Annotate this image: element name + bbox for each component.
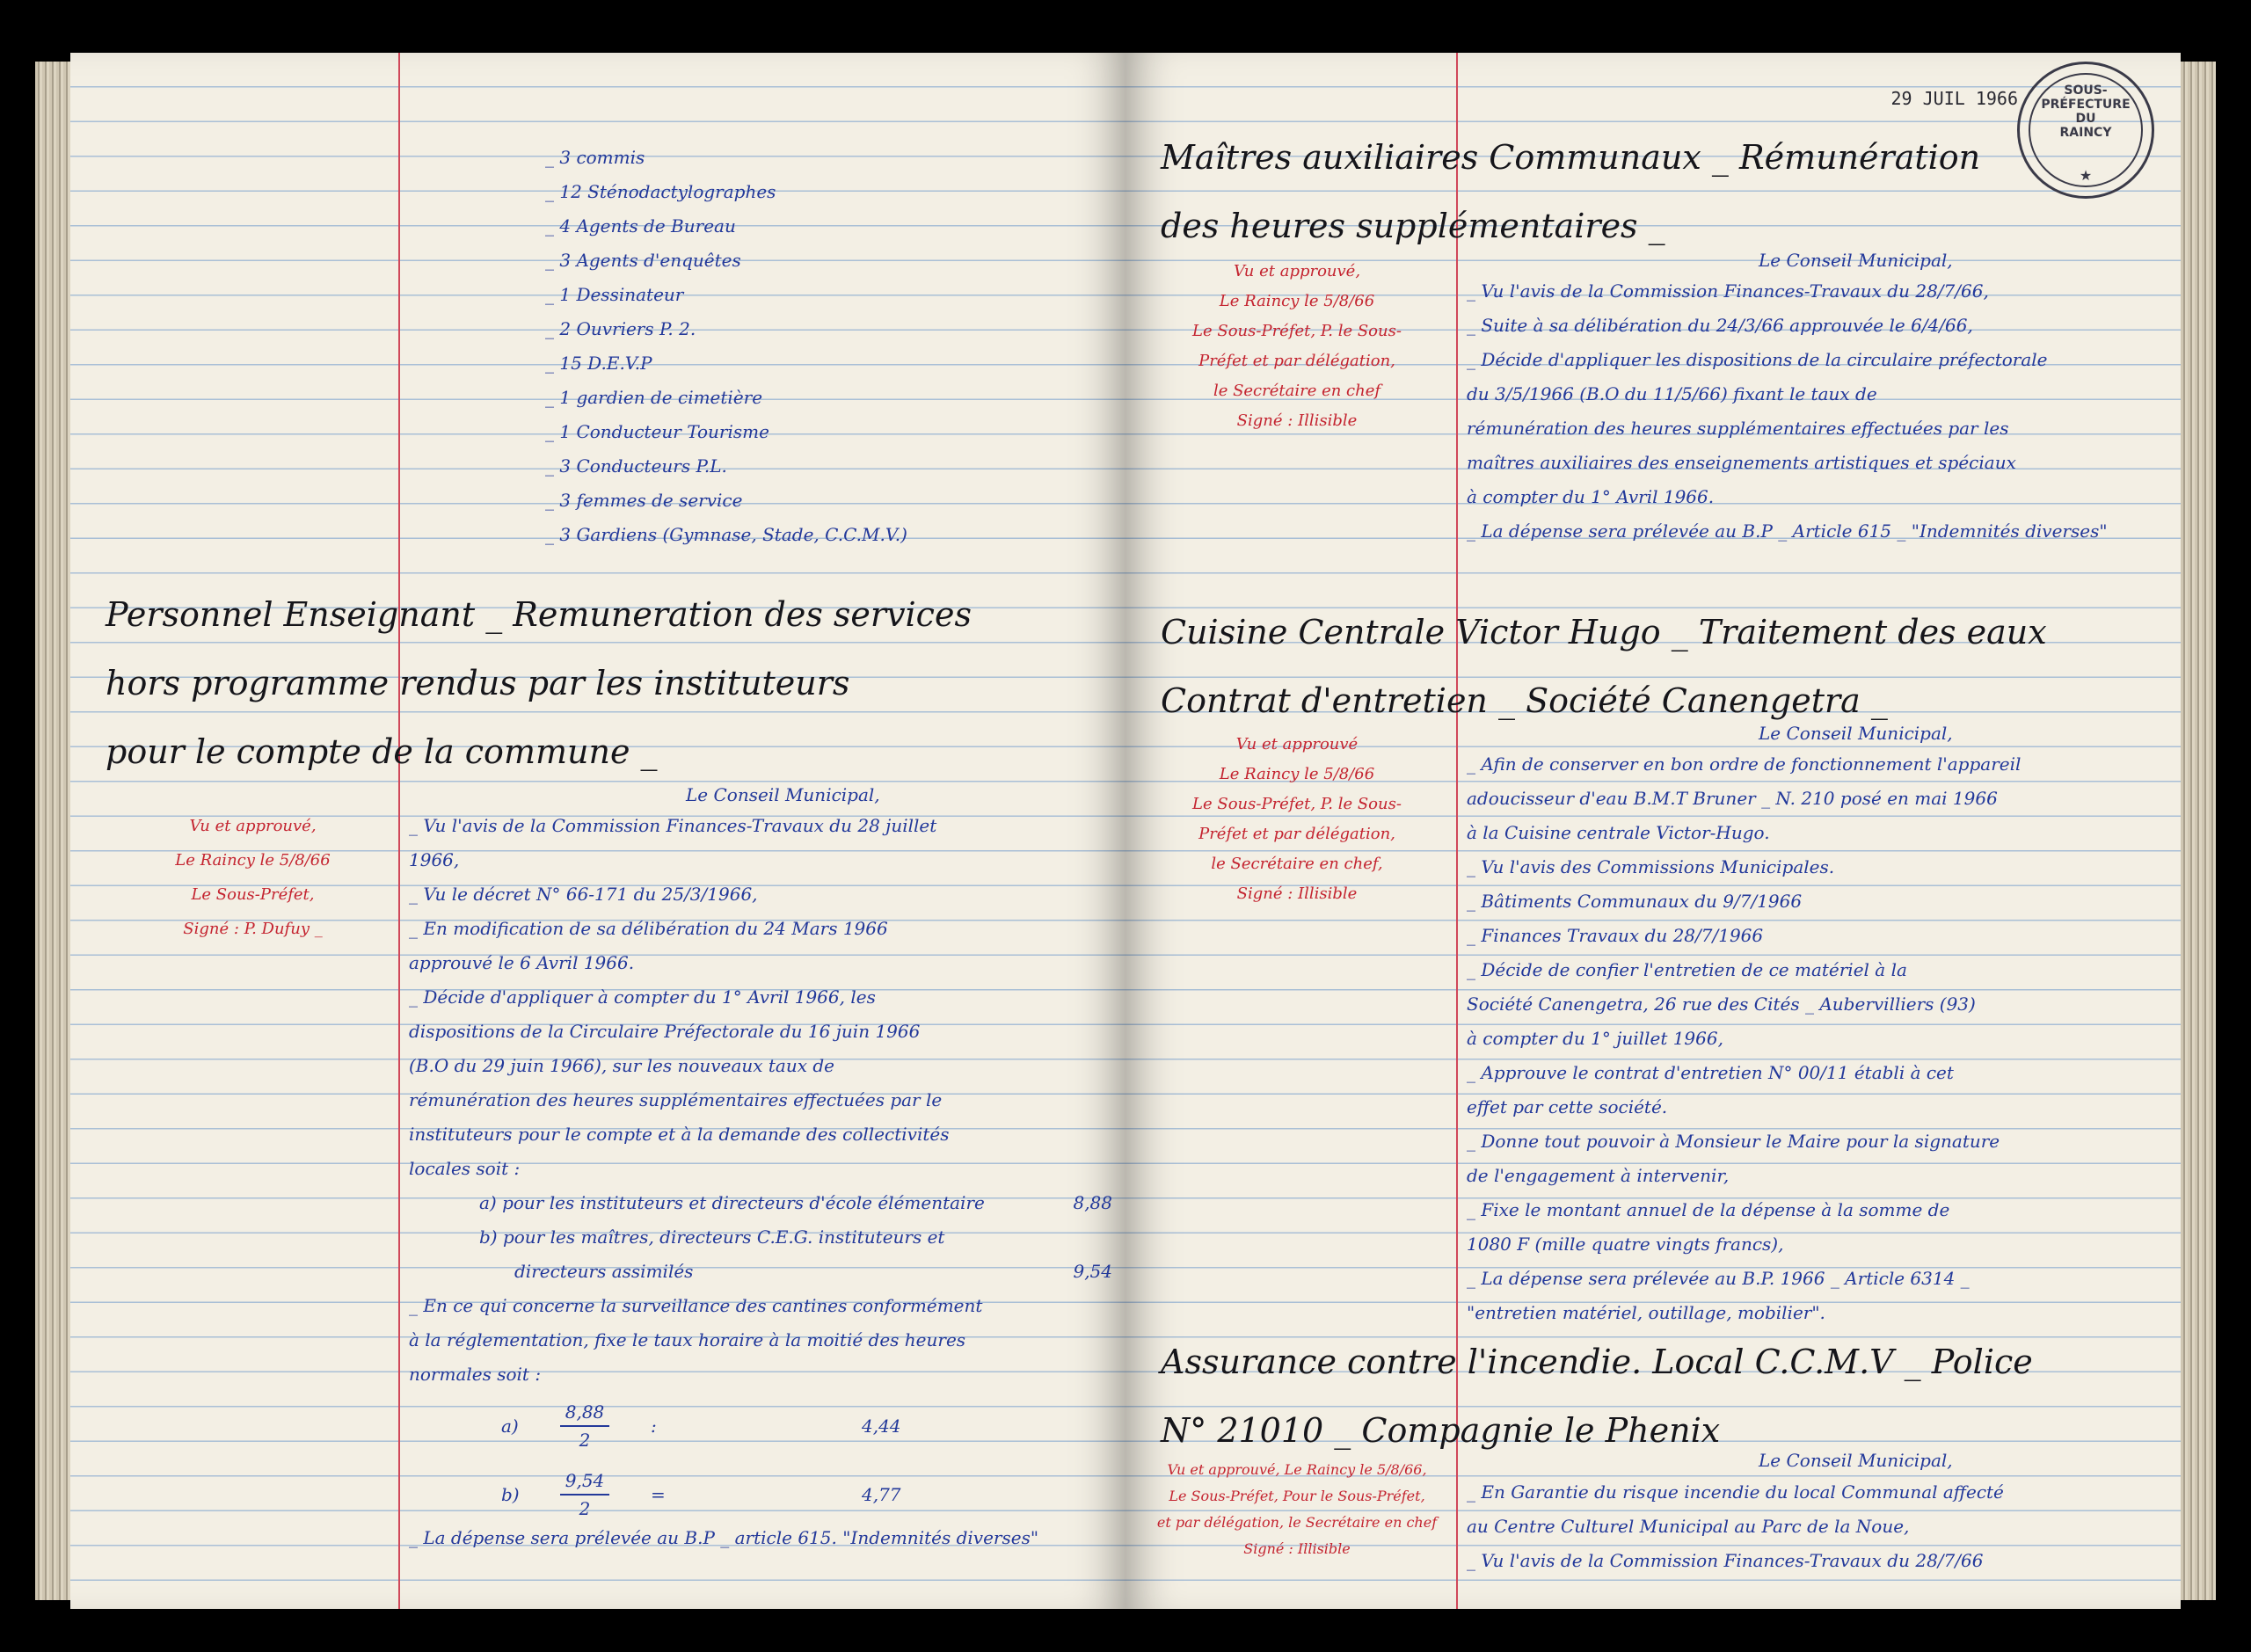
council-heading: Le Conseil Municipal, [1759, 250, 1953, 271]
rates-list [479, 1186, 1112, 1289]
text-line: normales soit : [409, 1364, 542, 1385]
text-line: _ Décide d'appliquer les dispositions de la circulaire préfectorale [1467, 349, 2048, 370]
text-line: _ Fixe le montant annuel de la dépense à la somme de [1467, 1199, 1950, 1220]
text-line: 1080 F (mille quatre vingts francs), [1467, 1234, 1784, 1255]
text-line: _ Finances Travaux du 28/7/1966 [1467, 925, 1764, 946]
text-line: (B.O du 29 juin 1966), sur les nouveaux taux de [409, 1055, 835, 1076]
text-line: Signé : P. Dufuy _ [183, 920, 323, 938]
text-line: _ Vu l'avis de la Commission Finances-Travaux du 28/7/66 [1467, 1550, 1984, 1571]
text-line: _ Vu le décret N° 66-171 du 25/3/1966, [409, 884, 758, 905]
margin-line [398, 53, 400, 1609]
text-line: _ La dépense sera prélevée au B.P _ Article 615 _ "Indemnités diverses" [1467, 520, 2108, 542]
text-line: "entretien matériel, outillage, mobilier". [1467, 1302, 1825, 1323]
text-line: _ 1 gardien de cimetière [545, 387, 763, 408]
text-line: Préfet et par délégation, [1198, 825, 1395, 843]
text-line: _ 3 femmes de service [545, 490, 743, 511]
text-line: le Secrétaire en chef, [1211, 855, 1383, 873]
text-line: Signé : Illisible [1236, 884, 1358, 903]
rate-label: a) pour les instituteurs et directeurs d'école élémentaire [479, 1192, 985, 1213]
council-heading: Le Conseil Municipal, [686, 784, 880, 805]
rate-row [479, 1220, 1112, 1255]
calc-numerator: 8,88 [560, 1399, 610, 1427]
text-line: de l'engagement à intervenir, [1467, 1165, 1730, 1186]
council-heading: Le Conseil Municipal, [1759, 1450, 1953, 1471]
section-title [106, 580, 1117, 786]
calc-result: 4,44 [862, 1415, 901, 1437]
section-title-line: Maîtres auxiliaires Communaux _ Rémunération [1161, 138, 1981, 177]
section-title-line: Contrat d'entretien _ Société Canengetra _ [1161, 681, 1888, 720]
approval-note [114, 809, 391, 946]
text-line: Vu et approuvé [1235, 735, 1359, 753]
text-line: à la réglementation, fixe le taux horaire à la moitié des heures [409, 1329, 966, 1350]
book-page-edges-right [2181, 62, 2216, 1600]
text-line: _ Décide de confier l'entretien de ce matériel à la [1467, 959, 1907, 980]
calc-numerator: 9,54 [560, 1467, 610, 1496]
date-stamp: 29 JUIL 1966 [1890, 88, 2018, 109]
text-line: _ Vu l'avis des Commissions Municipales. [1467, 856, 1835, 877]
right-page [1126, 53, 2181, 1609]
rate-value: 9,54 [1073, 1261, 1112, 1282]
text-line: Vu et approuvé, [1233, 262, 1361, 280]
text-line: _ 3 Gardiens (Gymnase, Stade, C.C.M.V.) [545, 524, 907, 545]
text-line: _ Donne tout pouvoir à Monsieur le Maire pour la signature [1467, 1131, 2000, 1152]
text-line: _ 12 Sténodactylographes [545, 181, 776, 202]
calc-row [501, 1460, 958, 1529]
section-title-line: pour le compte de la commune _ [106, 732, 658, 771]
text-line: effet par cette société. [1467, 1096, 1668, 1117]
text-line: Le Sous-Préfet, P. le Sous- [1192, 322, 1402, 340]
left-page [70, 53, 1126, 1609]
text-line: Le Raincy le 5/8/66 [175, 851, 331, 870]
council-heading: Le Conseil Municipal, [1759, 723, 1953, 744]
text-line: adoucisseur d'eau B.M.T Bruner _ N. 210 posé en mai 1966 [1467, 788, 1998, 809]
text-line: Le Sous-Préfet, [191, 885, 315, 904]
text-line: _ Suite à sa délibération du 24/3/66 approuvée le 6/4/66, [1467, 315, 1973, 336]
calc-equals: = [651, 1483, 666, 1505]
section-title-line: Cuisine Centrale Victor Hugo _ Traitement des eaux [1161, 613, 2047, 651]
text-line: Signé : Illisible [1236, 411, 1358, 430]
open-register-book [35, 35, 2216, 1618]
approval-note [1143, 257, 1451, 436]
text-line: et par délégation, le Secrétaire en chef [1156, 1514, 1438, 1531]
star-icon: ★ [2079, 167, 2093, 184]
section-title-line: des heures supplémentaires _ [1161, 207, 1665, 245]
text-line: à compter du 1° juillet 1966, [1467, 1028, 1723, 1049]
text-line: _ 2 Ouvriers P. 2. [545, 318, 696, 339]
book-page-edges-left [35, 62, 70, 1600]
calc-fraction [545, 1399, 624, 1453]
text-line: à compter du 1° Avril 1966. [1467, 486, 1715, 507]
deliberation-body [1467, 274, 2170, 549]
text-line: _ 3 commis [545, 147, 645, 168]
rate-label: b) pour les maîtres, directeurs C.E.G. instituteurs et [479, 1226, 945, 1248]
text-line: Société Canengetra, 26 rue des Cités _ Aubervilliers (93) [1467, 993, 1976, 1015]
section-title [1161, 1328, 2172, 1465]
text-line: rémunération des heures supplémentaires effectuées par les [1467, 418, 2009, 439]
calc-result: 4,77 [862, 1483, 901, 1505]
deliberation-body-cantines [409, 1289, 1112, 1392]
text-line: _ La dépense sera prélevée au B.P. 1966 _ Article 6314 _ [1467, 1268, 1970, 1289]
text-line: _ Approuve le contrat d'entretien N° 00/11 établi à cet [1467, 1062, 1954, 1083]
text-line: _ Bâtiments Communaux du 9/7/1966 [1467, 891, 1803, 912]
calc-denominator: 2 [579, 1498, 591, 1519]
text-line: Le Raincy le 5/8/66 [1219, 765, 1375, 783]
calc-equals: : [651, 1415, 657, 1437]
approval-note [1143, 730, 1451, 909]
deliberation-body [409, 809, 1112, 1186]
calc-label: a) [501, 1415, 519, 1437]
section-title-line: N° 21010 _ Compagnie le Phenix [1161, 1411, 1721, 1450]
text-line: _ 15 D.E.V.P [545, 353, 652, 374]
rate-row [479, 1255, 1112, 1289]
calc-label: b) [501, 1483, 520, 1505]
text-line: maîtres auxiliaires des enseignements artistiques et spéciaux [1467, 452, 2016, 473]
text-line: 1966, [409, 849, 460, 870]
deliberation-body [1467, 747, 2170, 1330]
calc-row [501, 1392, 958, 1460]
text-line: Le Raincy le 5/8/66 [1219, 292, 1375, 310]
approval-note [1130, 1457, 1464, 1562]
text-line: _ 1 Conducteur Tourisme [545, 421, 769, 442]
text-line: _ Décide d'appliquer à compter du 1° Avril 1966, les [409, 986, 876, 1008]
text-line: Signé : Illisible [1243, 1540, 1351, 1557]
section-title [1161, 123, 2040, 260]
seal-text: SOUS-PRÉFECTURE DU RAINCY [2041, 84, 2131, 140]
text-line: _ 1 Dessinateur [545, 284, 684, 305]
text-line: locales soit : [409, 1158, 521, 1179]
section-title-line: Personnel Enseignant _ Remuneration des services [106, 595, 972, 634]
text-line: rémunération des heures supplémentaires effectuées par le [409, 1089, 943, 1110]
section-title [1161, 598, 2172, 735]
rate-label: directeurs assimilés [514, 1261, 694, 1282]
text-line: _ En ce qui concerne la surveillance des cantines conformément [409, 1295, 983, 1316]
closing-line: _ La dépense sera prélevée au B.P _ article 615. "Indemnités diverses" [409, 1527, 1039, 1548]
text-line: _ En modification de sa délibération du 24 Mars 1966 [409, 918, 888, 939]
calculation-block [501, 1392, 958, 1529]
text-line: approuvé le 6 Avril 1966. [409, 952, 635, 973]
section-title-line: Assurance contre l'incendie. Local C.C.M.V _ Police [1161, 1343, 2033, 1381]
text-line: le Secrétaire en chef [1213, 382, 1381, 400]
deliberation-body [1467, 1475, 2170, 1578]
text-line: au Centre Culturel Municipal au Parc de la Noue, [1467, 1516, 1910, 1537]
text-line: dispositions de la Circulaire Préfectorale du 16 juin 1966 [409, 1021, 921, 1042]
text-line: _ 3 Conducteurs P.L. [545, 455, 727, 477]
text-line: _ En Garantie du risque incendie du local Communal affecté [1467, 1481, 2004, 1503]
text-line: _ 4 Agents de Bureau [545, 215, 736, 237]
rate-row [479, 1186, 1112, 1220]
text-line: à la Cuisine centrale Victor-Hugo. [1467, 822, 1770, 843]
text-line: Le Sous-Préfet, P. le Sous- [1192, 795, 1402, 813]
text-line: Vu et approuvé, [189, 817, 317, 835]
text-line: _ Vu l'avis de la Commission Finances-Travaux du 28 juillet [409, 815, 937, 836]
section-title-line: hors programme rendus par les instituteurs [106, 664, 850, 702]
calc-fraction [545, 1467, 624, 1522]
text-line: _ Vu l'avis de la Commission Finances-Travaux du 28/7/66, [1467, 280, 1989, 302]
text-line: _ 3 Agents d'enquêtes [545, 250, 741, 271]
text-line: Préfet et par délégation, [1198, 352, 1395, 370]
text-line: instituteurs pour le compte et à la demande des collectivités [409, 1124, 950, 1145]
text-line: du 3/5/1966 (B.O du 11/5/66) fixant le taux de [1467, 383, 1877, 404]
calc-denominator: 2 [579, 1430, 591, 1451]
text-line: Le Sous-Préfet, Pour le Sous-Préfet, [1169, 1488, 1425, 1504]
staff-list [545, 141, 1108, 552]
text-line: _ Afin de conserver en bon ordre de fonctionnement l'appareil [1467, 753, 2022, 775]
text-line: Vu et approuvé, Le Raincy le 5/8/66, [1167, 1461, 1427, 1478]
rate-value: 8,88 [1073, 1192, 1112, 1213]
